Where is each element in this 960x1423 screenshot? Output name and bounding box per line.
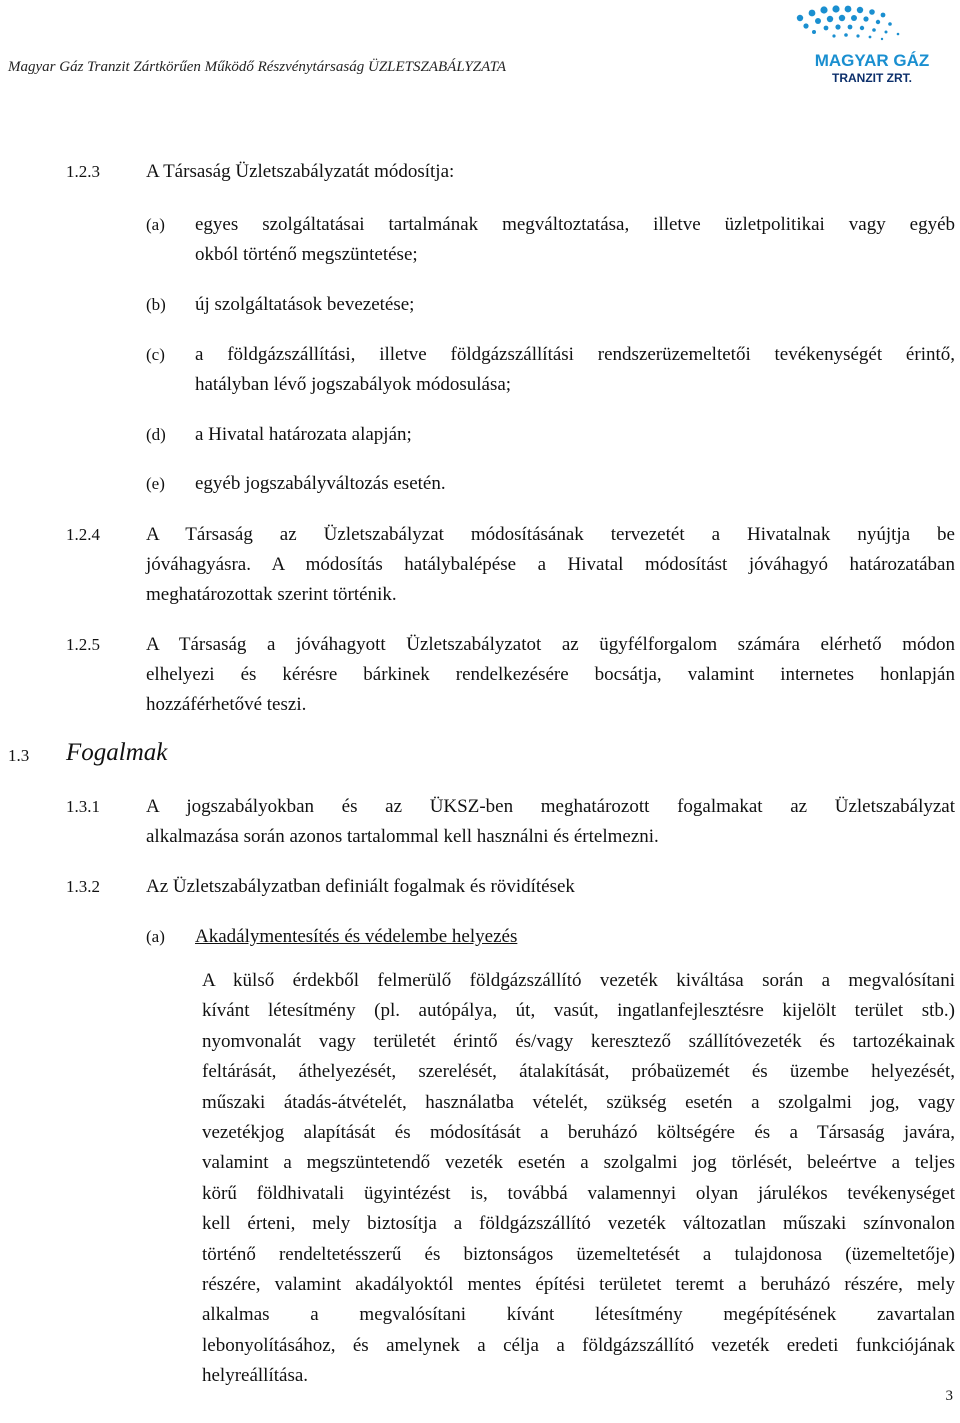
definition-line: kell érteni, mely biztosítja a földgázszállító vezeték változatlan műszaki színvonalon (202, 1213, 955, 1235)
list-item-text: új szolgáltatások bevezetése; (195, 294, 415, 315)
section-number: 1.2.3 (66, 162, 100, 181)
list-item-text: a Hivatal határozata alapján; (195, 424, 412, 445)
section-title: Fogalmak (66, 739, 168, 766)
list-item-label: (d) (146, 425, 166, 444)
paragraph-line: jóváhagyásra. A módosítás hatálybalépése a Hivatal módosítást jóváhagyó határozatában (146, 554, 955, 575)
definition-line: A külső érdekből felmerülő földgázszállító vezeték kiváltása során a megvalósítani (202, 970, 955, 991)
list-item-label: (e) (146, 474, 165, 493)
paragraph-line: hozzáférhetővé teszi. (146, 694, 307, 715)
paragraph-line: A Társaság a jóváhagyott Üzletszabályzatot az ügyfélforgalom számára elérhető módon (146, 634, 955, 655)
definition-line: műszaki átadás-átvételét, használatba vételét, szükség esetén a szolgalmi jog, vagy (202, 1091, 955, 1113)
logo-text-line2: TRANZIT ZRT. (832, 71, 912, 85)
list-item-text: okból történő megszüntetése; (195, 244, 418, 265)
definition-line: kívánt létesítmény (pl. autópálya, út, vasút, ingatlanfejlesztésre kijelölt terület stb.) (202, 1000, 955, 1022)
list-item-text: egyes szolgáltatásai tartalmának megváltoztatása, illetve üzletpolitikai vagy egyéb (195, 214, 955, 235)
section-number: 1.3.2 (66, 877, 100, 896)
definition-line: alkalmas a megvalósítani kívánt létesítmény megépítésének zavartalan (202, 1304, 955, 1326)
definition-line: lebonyolításához, és amelynek a célja a földgázszállító vezeték eredeti funkciójának (202, 1334, 955, 1356)
definition-line: valamint a megszüntetendő vezeték esetén a szolgalmi jog törlését, beleértve a teljes (202, 1152, 955, 1174)
definition-line: nyomvonalát vagy területét érintő és/vagy keresztező szállítóvezeték és tartozékainak (202, 1030, 955, 1052)
page-number: 3 (945, 1388, 953, 1404)
list-item-text: a földgázszállítási, illetve földgázszállítási rendszerüzemeltetői tevékenységét érintő, (195, 344, 955, 365)
definition-line: helyreállítása. (202, 1365, 309, 1387)
definition-line: vezetékjog alapítását és módosítását a beruházó költségére és a Társaság javára, (202, 1122, 955, 1143)
paragraph-line: elhelyezi és kérésre bárkinek rendelkezésére bocsátja, valamint internetes honlapján (146, 664, 955, 685)
logo-dots-icon (797, 5, 900, 40)
list-item-text: egyéb jogszabályváltozás esetén. (195, 473, 446, 494)
company-logo (786, 4, 956, 88)
list-item-text: hatályban lévő jogszabályok módosulása; (195, 374, 512, 395)
section-number: 1.2.5 (66, 635, 100, 654)
paragraph-line: meghatározottak szerint történik. (146, 584, 397, 605)
section-number: 1.2.4 (66, 525, 100, 544)
list-item-label: (a) (146, 927, 165, 946)
definition-line: részére, valamint akadályoktól mentes építési területet teremt a beruházó részére, mely (202, 1274, 955, 1295)
list-item-label: (b) (146, 295, 166, 314)
section-number: 1.3 (8, 746, 30, 765)
section-number: 1.3.1 (66, 797, 100, 816)
definition-line: feltárását, áthelyezését, szerelését, átalakítását, próbaüzemét és üzembe helyezését, (202, 1061, 955, 1083)
section-text: A Társaság Üzletszabályzatát módosítja: (146, 161, 455, 182)
definition-line: történő rendeltetésszerű és biztonságos üzemeltetését a tulajdonosa (üzemeltetője) (202, 1243, 955, 1265)
document-header-title: Magyar Gáz Tranzit Zártkörűen Működő Részvénytársaság ÜZLETSZABÁLYZATA (8, 59, 507, 75)
definition-line: körű földhivatali ügyintézést is, továbbá valamennyi olyan járulékos tevékenységet (202, 1182, 955, 1204)
list-item-label: (c) (146, 345, 165, 364)
paragraph-line: alkalmazása során azonos tartalommal kell használni és értelmezni. (146, 826, 659, 847)
paragraph-line: A Társaság az Üzletszabályzat módosításának tervezetét a Hivatalnak nyújtja be (146, 524, 955, 545)
definition-term: Akadálymentesítés és védelembe helyezés (195, 926, 518, 947)
paragraph-line: A jogszabályokban és az ÜKSZ-ben meghatározott fogalmakat az Üzletszabályzat (146, 796, 955, 817)
list-item-label: (a) (146, 215, 165, 234)
section-text: Az Üzletszabályzatban definiált fogalmak és rövidítések (146, 876, 575, 897)
logo-text-line1: MAGYAR GÁZ (814, 51, 930, 70)
